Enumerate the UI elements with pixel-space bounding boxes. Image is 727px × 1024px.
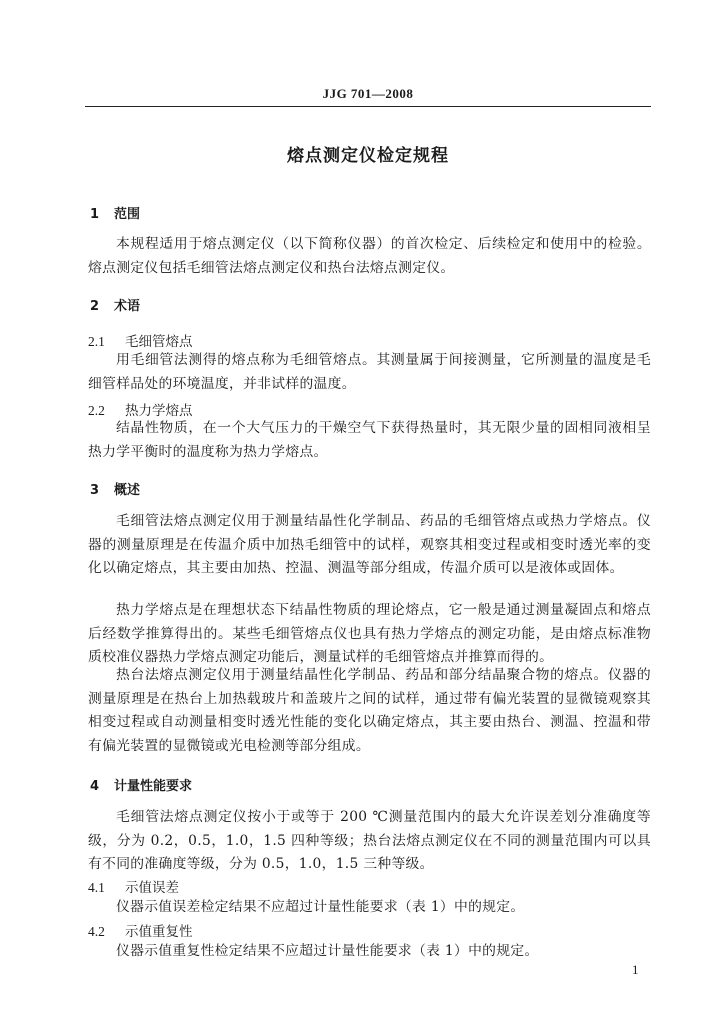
subsection-title: 毛细管熔点 [125,334,193,350]
section-2-heading [90,295,140,314]
subsection-4-2-paragraph: 仪器示值重复性检定结果不应超过计量性能要求（表 1）中的规定。 [116,943,539,959]
subsection-number: 2.2 [88,403,105,418]
subsection-4-1-heading [88,876,179,896]
subsection-number: 4.1 [88,880,105,895]
section-title: 概述 [114,483,141,498]
subsection-title: 示值重复性 [125,924,193,940]
section-1-heading [90,203,140,222]
section-title: 术语 [114,299,141,314]
subsection-number: 2.1 [88,334,105,349]
section-4-heading [90,775,192,794]
section-3-paragraph-2: 热力学熔点是在理想状态下结晶性物质的理论熔点，它一般是通过测量凝固点和熔点后经数学推算得出的。某些毛细管熔点仪也具有热力学熔点的测定功能，是由熔点标准物质校准仪器热力学熔点测定功能后，测量试样的毛细管熔点并推算而得的。 [88,602,651,665]
document-code-header: JJG 701—2008 [322,86,414,101]
section-3-paragraph-1: 毛细管法熔点测定仪用于测量结晶性化学制品、药品的毛细管熔点或热力学熔点。仪器的测量原理是在传温介质中加热毛细管中的试样，观察其相变过程或相变时透光率的变化以确定熔点，其主要由加热、控温、测温等部分组成，传温介质可以是液体或固体。 [88,513,651,576]
section-number: 2 [90,299,100,314]
section-number: 3 [90,483,100,498]
section-number: 4 [90,779,100,794]
subsection-title: 热力学熔点 [125,403,193,419]
subsection-title: 示值误差 [125,880,179,896]
subsection-2-1-heading [88,330,193,350]
section-3-paragraph-3: 热台法熔点测定仪用于测量结晶性化学制品、药品和部分结晶聚合物的熔点。仪器的测量原理是在热台上加热载玻片和盖玻片之间的试样，通过带有偏光装置的显微镜观察其相变过程或自动测量相变时透光性能的变化以确定熔点，其主要由热台、测温、控温和带有偏光装置的显微镜或光电检测等部分组成。 [88,667,651,754]
header-rule [85,106,651,107]
page-title: 熔点测定仪检定规程 [287,146,449,166]
section-3-heading [90,479,140,498]
subsection-2-1-paragraph: 用毛细管法测得的熔点称为毛细管熔点。其测量属于间接测量，它所测量的温度是毛细管样品处的环境温度，并非试样的温度。 [88,352,651,392]
subsection-number: 4.2 [88,924,105,939]
section-title: 范围 [114,207,141,222]
page-number: 1 [632,962,639,977]
section-1-paragraph: 本规程适用于熔点测定仪（以下简称仪器）的首次检定、后续检定和使用中的检验。熔点测定仪包括毛细管法熔点测定仪和热台法熔点测定仪。 [88,236,651,276]
subsection-2-2-paragraph: 结晶性物质，在一个大气压力的干燥空气下获得热量时，其无限少量的固相同液相呈热力学平衡时的温度称为热力学熔点。 [88,420,651,460]
subsection-4-2-heading [88,920,193,940]
subsection-4-1-paragraph: 仪器示值误差检定结果不应超过计量性能要求（表 1）中的规定。 [116,899,525,915]
section-4-paragraph: 毛细管法熔点测定仪按小于或等于 200 ℃测量范围内的最大允许误差划分准确度等级，分为 0.2，0.5，1.0，1.5 四种等级；热台法熔点测定仪在不同的测量范围内可以具有不同的准确度等级，分为 0.5，1.0，1.5 三种等级。 [88,809,651,872]
section-number: 1 [90,207,100,222]
section-title: 计量性能要求 [114,779,193,794]
subsection-2-2-heading [88,399,193,419]
